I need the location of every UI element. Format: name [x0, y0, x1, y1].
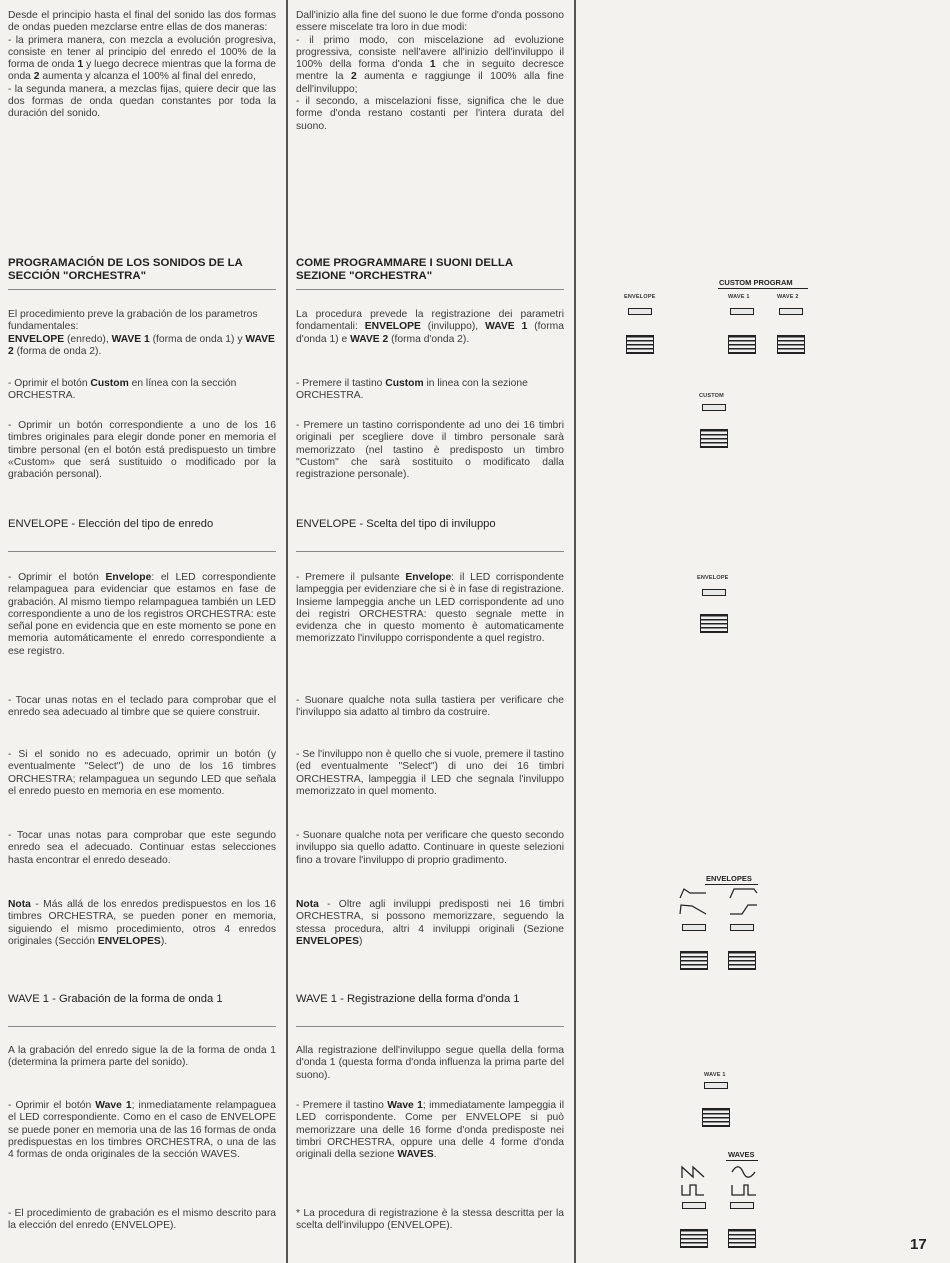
custom-program-title: CUSTOM PROGRAM [719, 278, 793, 287]
it-wave1-heading: WAVE 1 - Registrazione della forma d'onda 1 [296, 993, 520, 1005]
es-wave1-rule [8, 1026, 276, 1027]
es-wave1-p2: - Oprimir el botón Wave 1; inmediatamente relampaguea el LED correspondiente. Como en el caso de ENVELOPE se puede poner en memoria una de las 16 formas de onda predispuestas en los timbres ORCHESTRA, o una de las 4 formas de onda originales de la sección WAVES. [8, 1100, 276, 1161]
wave1-single-button[interactable] [702, 1108, 730, 1127]
es-envelope-heading: ENVELOPE - Elección del tipo de enredo [8, 518, 214, 530]
es-section-heading: PROGRAMACIÓN DE LOS SONIDOS DE LA SECCIÓN "ORCHESTRA" [8, 257, 243, 282]
envelopes-title: ENVELOPES [706, 874, 752, 883]
it-section-heading: COME PROGRAMMARE I SUONI DELLA SEZIONE "ORCHESTRA" [296, 257, 513, 282]
es-intro [8, 10, 276, 121]
it-envelope-p1: - Premere il pulsante Envelope: il LED corrispondente lampeggia per evidenziare che si è in fase di registrazione. Insieme lampeggia anche un LED corrispondente ad uno dei registri ORCHESTRA: questo segnale mette in evidenza che in questo momento è automaticamente memorizzato l'inviluppo corrispondente a quel registro. [296, 572, 564, 645]
envelopes-led-2 [730, 924, 754, 931]
es-envelope-p2: - Tocar unas notas en el teclado para comprobar que el enredo sea adecuado al timbre que se quiere construir. [8, 695, 276, 719]
it-custom-step: - Premere il tastino Custom in linea con la sezione ORCHESTRA. [296, 378, 528, 402]
pulse-wave-icon [730, 1183, 758, 1197]
envelope-shape-2-icon [728, 887, 758, 899]
es-nota: Nota - Más allá de los enredos predispuestos en los 16 timbres ORCHESTRA, se pueden poner en memoria, siguiendo el mismo procedimiento, otros 4 enredos originales (Sección ENVELOPES). [8, 899, 276, 947]
sine-wave-icon [730, 1165, 758, 1179]
es-wave1-p3: - El procedimiento de grabación es el mismo descrito para la elección del enredo (ENVELOPE). [8, 1208, 276, 1232]
it-envelope-p3: - Se l'inviluppo non è quello che si vuole, premere il tastino (ed eventualmente "Select") di uno dei 16 timbri ORCHESTRA, lampeggia il LED che segnala l'inviluppo memorizzato in quel momento. [296, 749, 564, 797]
envelope-single-led [702, 589, 726, 596]
it-wave1-p3: * La procedura di registrazione è la stessa descritta per la scelta dell'inviluppo (ENVELOPE). [296, 1208, 564, 1232]
envelope-single-button[interactable] [700, 614, 728, 633]
es-intro-text: Desde el principio hasta el final del sonido las dos formas de ondas pueden mezclarse entre ellas de dos maneras: [8, 10, 276, 34]
wave2-button[interactable] [777, 335, 805, 354]
it-nota: Nota - Oltre agli inviluppi predisposti nei 16 timbri ORCHESTRA, si possono memorizzare, seguendo la stessa procedura, altri 4 inviluppi originali (Sezione ENVELOPES) [296, 899, 564, 947]
sawtooth-wave-icon [680, 1165, 708, 1179]
waves-button-1[interactable] [680, 1229, 708, 1248]
envelopes-underline [705, 884, 758, 885]
custom-button[interactable] [700, 429, 728, 448]
envelope-shape-1-icon [678, 887, 708, 899]
wave1-label: WAVE 1 [728, 294, 750, 300]
it-heading-rule [296, 289, 564, 290]
es-envelope-rule [8, 551, 276, 552]
it-intro-text: Dall'inizio alla fine del suono le due forme d'onda possono essere miscelate tra loro in due modi: [296, 10, 564, 34]
es-intro-mode2: - la segunda manera, a mezclas fijas, quiere decir que las dos formas de onda quedan constantes por toda la duración del sonido. [8, 83, 276, 120]
it-timbre-step: - Premere un tastino corrispondente ad uno dei 16 timbri originali per scegliere dove il timbro personale sarà memorizzato (nel tastino è predisposto un timbro "Custom" che sarà sostituito o modificato dalla registrazione personale). [296, 420, 564, 481]
column-rule-left [286, 0, 288, 1263]
wave1-single-led [704, 1082, 728, 1089]
waves-button-2[interactable] [728, 1229, 756, 1248]
wave1-button[interactable] [728, 335, 756, 354]
waves-title: WAVES [728, 1150, 755, 1159]
envelopes-button-2[interactable] [728, 951, 756, 970]
envelopes-button-1[interactable] [680, 951, 708, 970]
it-envelope-rule [296, 551, 564, 552]
custom-program-underline [718, 288, 808, 289]
waves-led-1 [682, 1202, 706, 1209]
it-procedure: La procedura prevede la registrazione dei parametri fondamentali: ENVELOPE (inviluppo), WAVE 1 (forma d'onda 1) e WAVE 2 (forma d'onda 2). [296, 309, 564, 345]
it-intro-mode1: - il primo modo, con miscelazione ad evoluzione progressiva, consiste nell'avere all'inizio dell'inviluppo il 100% della forma d'onda 1 che in seguito decresce mentre la 2 aumenta e raggiunge il 100% alla fine dell'inviluppo; [296, 34, 564, 95]
es-intro-mode1: - la primera manera, con mezcla a evolución progresiva, consiste en tener al principio del enredo el 100% de la forma de onda 1 y luego decrece mientras que la forma de onda 2 aumenta y alcanza el 100% al final del enredo, [8, 34, 276, 83]
es-procedure: El procedimiento preve la grabación de los parametros fundamentales: ENVELOPE (enredo), WAVE 1 (forma de onda 1) y WAVE 2 (forma de onda 2). [8, 309, 275, 357]
es-envelope-p3: - Si el sonido no es adecuado, oprimir un botón (y eventualmente "Select") de uno de los 16 timbres ORCHESTRA; relampaguea un segundo LED que señala el enredo puesto en memoria en ese momento. [8, 749, 276, 797]
envelope-single-label: ENVELOPE [697, 575, 729, 581]
es-envelope-p4: - Tocar unas notas para comprobar que este segundo enredo sea el adecuado. Continuar estas selecciones hasta encontrar el enredo deseado. [8, 830, 276, 866]
custom-label: CUSTOM [699, 393, 724, 399]
envelope-shape-3-icon [678, 903, 708, 915]
it-wave1-p2: - Premere il tastino Wave 1; immediatamente lampeggia il LED corrispondente. Come per ENVELOPE si può memorizzare una delle 16 forme d'onda predisposte nei timbri ORCHESTRA, oppure una delle 4 forme d'onda originali della sezione WAVES. [296, 1100, 564, 1161]
it-wave1-p1: Alla registrazione dell'inviluppo segue quella della forma d'onda 1 (questa forma d'onda influenza la prima parte del suono). [296, 1045, 564, 1081]
envelope-shape-4-icon [728, 903, 758, 915]
es-envelope-p1: - Oprimir el botón Envelope: el LED correspondiente relampaguea para evidenciar que estamos en fase de grabación. Al mismo tiempo relampaguea también un LED correspondiente a uno de los registros ORCHESTRA: este señal pone en evidencia que en este momento se pone en memoria automáticamente el enredo correspondiente a ese registro. [8, 572, 276, 657]
es-wave1-heading: WAVE 1 - Grabación de la forma de onda 1 [8, 993, 223, 1005]
es-heading-rule [8, 289, 276, 290]
envelope-led [628, 308, 652, 315]
envelope-button[interactable] [626, 335, 654, 354]
column-rule-right [574, 0, 576, 1263]
it-envelope-p4: - Suonare qualche nota per verificare che questo secondo inviluppo sia quello adatto. Continuare in queste selezioni fino a trovare l'inviluppo di proprio gradimento. [296, 830, 564, 866]
wave1-led [730, 308, 754, 315]
envelopes-led-1 [682, 924, 706, 931]
envelope-label: ENVELOPE [624, 294, 656, 300]
es-custom-step: - Oprimir el botón Custom en línea con la sección ORCHESTRA. [8, 378, 237, 402]
it-envelope-p2: - Suonare qualche nota sulla tastiera per verificare che l'inviluppo sia adatto al timbro da costruire. [296, 695, 564, 719]
page-number: 17 [910, 1236, 927, 1253]
wave2-label: WAVE 2 [777, 294, 799, 300]
it-envelope-heading: ENVELOPE - Scelta del tipo di inviluppo [296, 518, 496, 530]
es-wave1-p1: A la grabación del enredo sigue la de la forma de onda 1 (determina la primera parte del sonido). [8, 1045, 276, 1069]
it-intro [296, 10, 564, 133]
it-wave1-rule [296, 1026, 564, 1027]
wave2-led [779, 308, 803, 315]
it-intro-mode2: - il secondo, a miscelazioni fisse, significa che le due forme d'onda restano costanti per l'intera durata del suono. [296, 96, 564, 132]
wave1-single-label: WAVE 1 [704, 1072, 726, 1078]
custom-led [702, 404, 726, 411]
waves-underline [726, 1160, 758, 1161]
waves-led-2 [730, 1202, 754, 1209]
square-wave-icon [680, 1183, 708, 1197]
es-timbre-step: - Oprimir un botón correspondiente a uno de los 16 timbres originales para elegir donde poner en memoria el timbre personal (en el botón está predispuesto un timbre «Custom» que será sustituido o modificado por la grabación personal). [8, 420, 276, 481]
